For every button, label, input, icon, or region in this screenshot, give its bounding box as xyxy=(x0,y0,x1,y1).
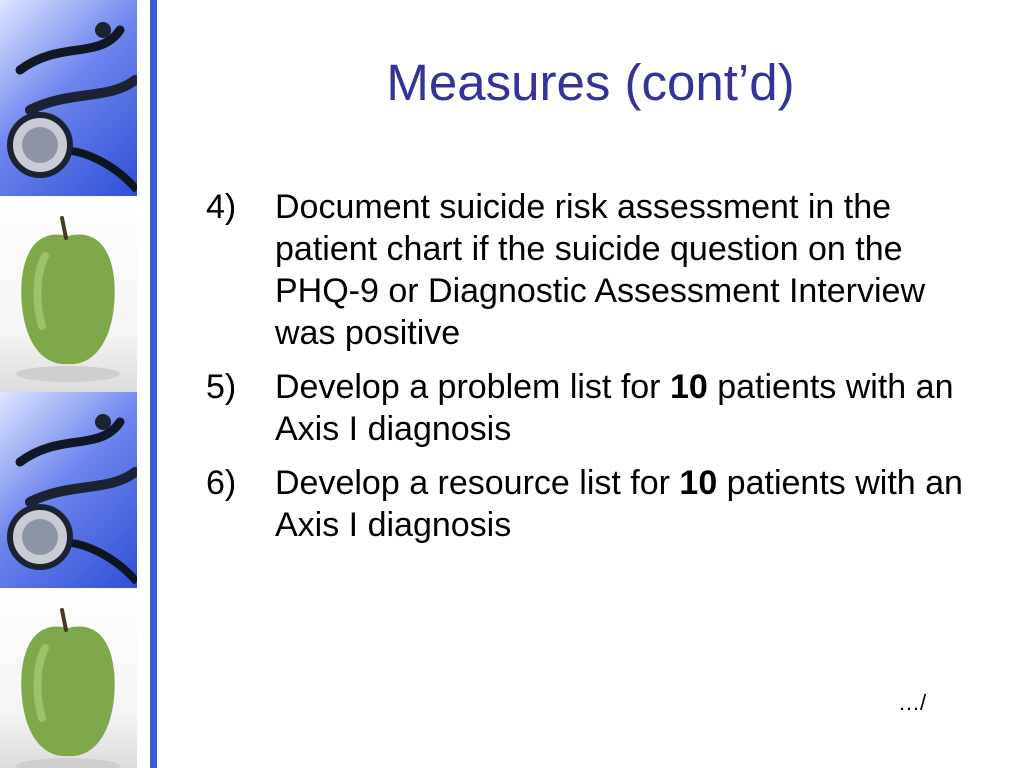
stethoscope-image xyxy=(0,392,137,588)
item-text: Develop a resource list for 10 patients with an Axis I diagnosis xyxy=(275,464,963,544)
list-item xyxy=(206,462,976,546)
green-apple-image xyxy=(0,588,137,768)
continuation-mark: …/ xyxy=(898,690,927,715)
item-number: 6) xyxy=(206,464,237,502)
measures-list xyxy=(206,186,976,558)
item-number: 4) xyxy=(206,188,237,226)
list-item xyxy=(206,186,976,354)
bold-count: 10 xyxy=(669,368,708,406)
slide-title: Measures (cont’d) xyxy=(386,54,795,111)
accent-bar xyxy=(150,0,157,768)
green-apple-image xyxy=(0,196,137,392)
stethoscope-image xyxy=(0,0,137,196)
list-item xyxy=(206,366,976,450)
item-text: Develop a problem list for 10 patients with an Axis I diagnosis xyxy=(275,368,954,448)
item-number: 5) xyxy=(206,368,237,406)
item-text: Document suicide risk assessment in the patient chart if the suicide question on the PHQ-9 or Diagnostic Assessment Interview was positive xyxy=(275,188,926,352)
bold-count: 10 xyxy=(679,464,718,502)
side-image-strip xyxy=(0,0,137,768)
